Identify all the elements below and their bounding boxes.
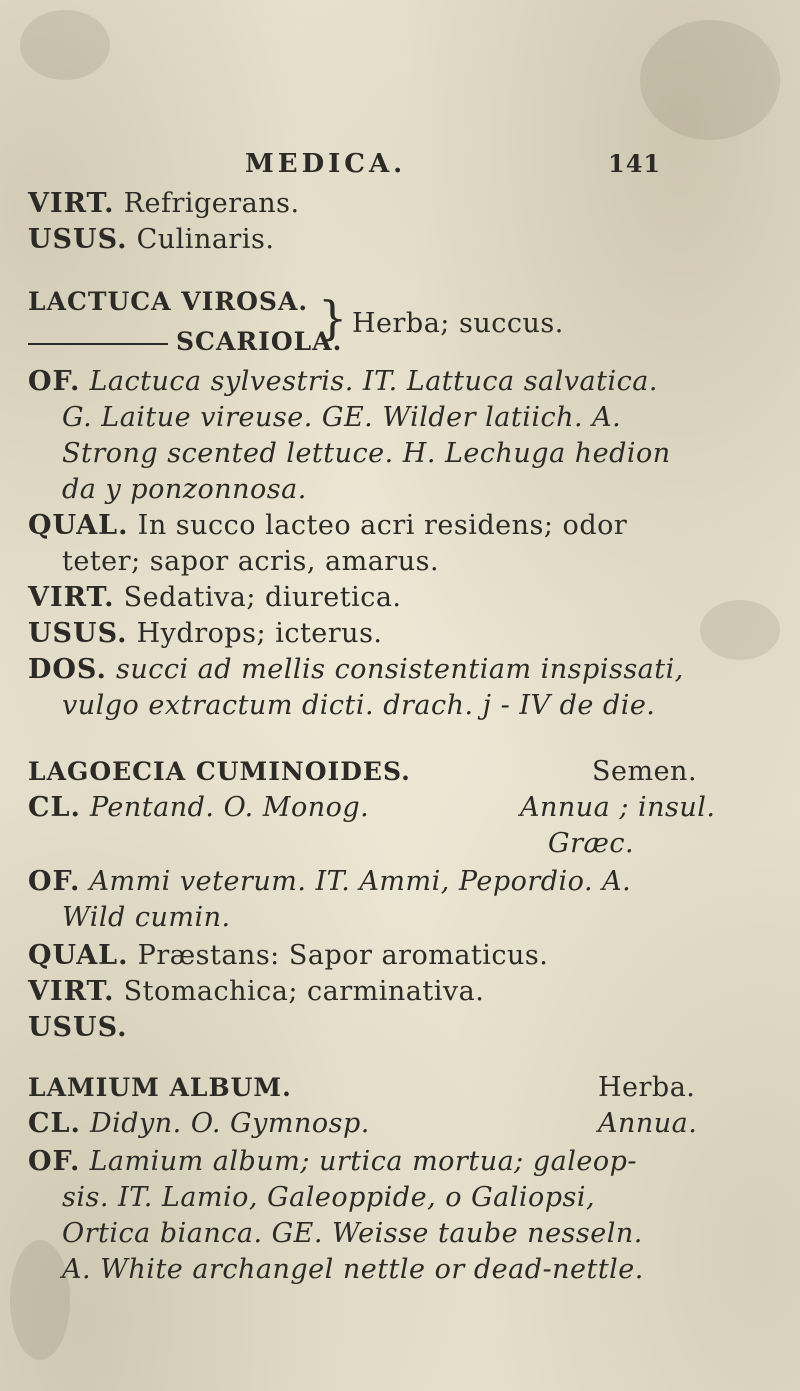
paper-stain	[700, 600, 780, 660]
page-number: 141	[608, 149, 662, 178]
entry-line: USUS. Culinaris.	[28, 224, 275, 255]
entry-subheading: SCARIOLA.	[28, 326, 342, 358]
entry-line: A. White archangel nettle or dead-nettle.	[62, 1254, 644, 1285]
entry-line: sis. IT. Lamio, Galeoppide, o Galiopsi,	[62, 1182, 596, 1213]
entry-heading: LACTUCA VIROSA.	[28, 287, 309, 316]
entry-line: USUS.	[28, 1012, 128, 1043]
entry-line: QUAL. Præstans: Sapor aromaticus.	[28, 940, 549, 971]
entry-line: CL. Didyn. O. Gymnosp.	[28, 1108, 370, 1139]
entry-line: VIRT. Refrigerans.	[28, 188, 300, 219]
entry-line: Strong scented lettuce. H. Lechuga hedion	[62, 438, 671, 469]
entry-line: USUS. Hydrops; icterus.	[28, 618, 383, 649]
entry-line: VIRT. Sedativa; diuretica.	[28, 582, 402, 613]
entry-line: G. Laitue vireuse. GE. Wilder latiich. A.	[62, 402, 622, 433]
entry-line: Ortica bianca. GE. Weisse taube nesseln.	[62, 1218, 643, 1249]
running-header: MEDICA.	[245, 149, 407, 179]
entry-line: CL. Pentand. O. Monog.	[28, 792, 370, 823]
plant-part: Herba; succus.	[352, 308, 564, 339]
plant-part: Herba.	[598, 1072, 696, 1103]
entry-line: vulgo extractum dicti. drach. j - IV de die.	[62, 690, 656, 721]
paper-stain	[10, 1240, 70, 1360]
entry-line: OF. Ammi veterum. IT. Ammi, Pepordio. A.	[28, 866, 632, 897]
entry-line: OF. Lamium album; urtica mortua; galeop-	[28, 1146, 638, 1177]
entry-line: OF. Lactuca sylvestris. IT. Lattuca salvatica.	[28, 366, 658, 397]
entry-heading: LAGOECIA CUMINOIDES.	[28, 757, 411, 786]
entry-heading: LAMIUM ALBUM.	[28, 1073, 292, 1102]
ditto-rule	[28, 343, 168, 345]
entry-line: Wild cumin.	[62, 902, 231, 933]
entry-line-right: Annua.	[598, 1108, 698, 1139]
paper-stain	[20, 10, 110, 80]
brace-icon: }	[318, 291, 348, 345]
plant-part: Semen.	[592, 756, 698, 787]
paper-stain	[640, 20, 780, 140]
entry-line: DOS. succi ad mellis consistentiam inspissati,	[28, 654, 684, 685]
entry-line: teter; sapor acris, amarus.	[62, 546, 440, 577]
entry-line-right: Græc.	[548, 828, 635, 859]
entry-line: da y ponzonnosa.	[62, 474, 307, 505]
entry-line: VIRT. Stomachica; carminativa.	[28, 976, 485, 1007]
entry-line: QUAL. In succo lacteo acri residens; odor	[28, 510, 628, 541]
entry-line-right: Annua ; insul.	[520, 792, 716, 823]
